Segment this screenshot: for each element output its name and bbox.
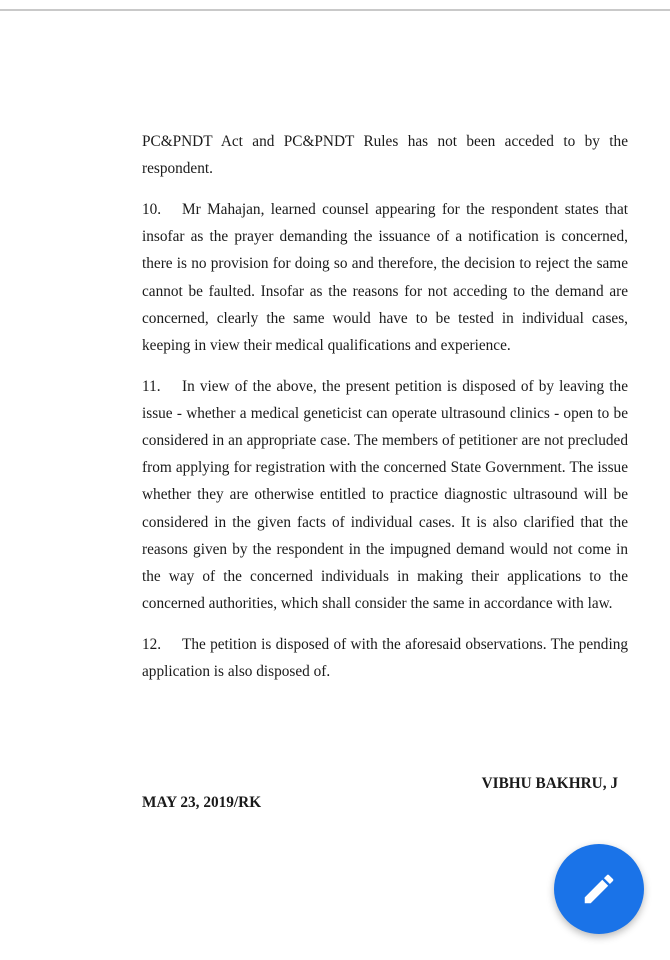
paragraph-text: In view of the above, the present petition is disposed of by leaving the issue - whether a medical geneticist can operate ultrasound clinics - open to be considered in an appropriate case. The members of petitioner are not precluded from applying for registration with the concerned State Government. The issue whether they are otherwise entitled to practice diagnostic ultrasound will be considered in the given facts of individual cases. It is also clarified that the reasons given by the respondent in the impugned demand would not come in the way of the concerned individuals in making their applications to the concerned authorities, which shall consider the same in accordance with law.: [142, 377, 628, 613]
paragraph-11: [142, 373, 628, 618]
paragraph-10: [142, 196, 628, 359]
pencil-edit-icon: [580, 870, 618, 908]
paragraph-text: Mr Mahajan, learned counsel appearing for the respondent states that insofar as the prayer demanding the issuance of a notification is concerned, there is no provision for doing so and therefore, the decision to reject the same cannot be faulted. Insofar as the reasons for not acceding to the demand are concerned, clearly the same would have to be tested in individual cases, keeping in view their medical qualifications and experience.: [142, 200, 628, 354]
intro-paragraph-text: PC&PNDT Act and PC&PNDT Rules has not been acceded to by the respondent.: [142, 133, 628, 178]
paragraph-text: The petition is disposed of with the aforesaid observations. The pending application is also disposed of.: [142, 635, 628, 681]
judge-signature: VIBHU BAKHRU, J: [481, 775, 618, 792]
top-divider: [0, 9, 670, 11]
intro-paragraph: [142, 128, 628, 182]
paragraph-12: [142, 631, 628, 685]
paragraph-number: 10.: [142, 200, 162, 218]
date-line: MAY 23, 2019/RK: [142, 794, 262, 811]
paragraph-number: 12.: [142, 635, 162, 653]
edit-fab-button[interactable]: [554, 844, 644, 934]
paragraph-number: 11.: [142, 377, 161, 395]
document-body: [142, 128, 628, 699]
